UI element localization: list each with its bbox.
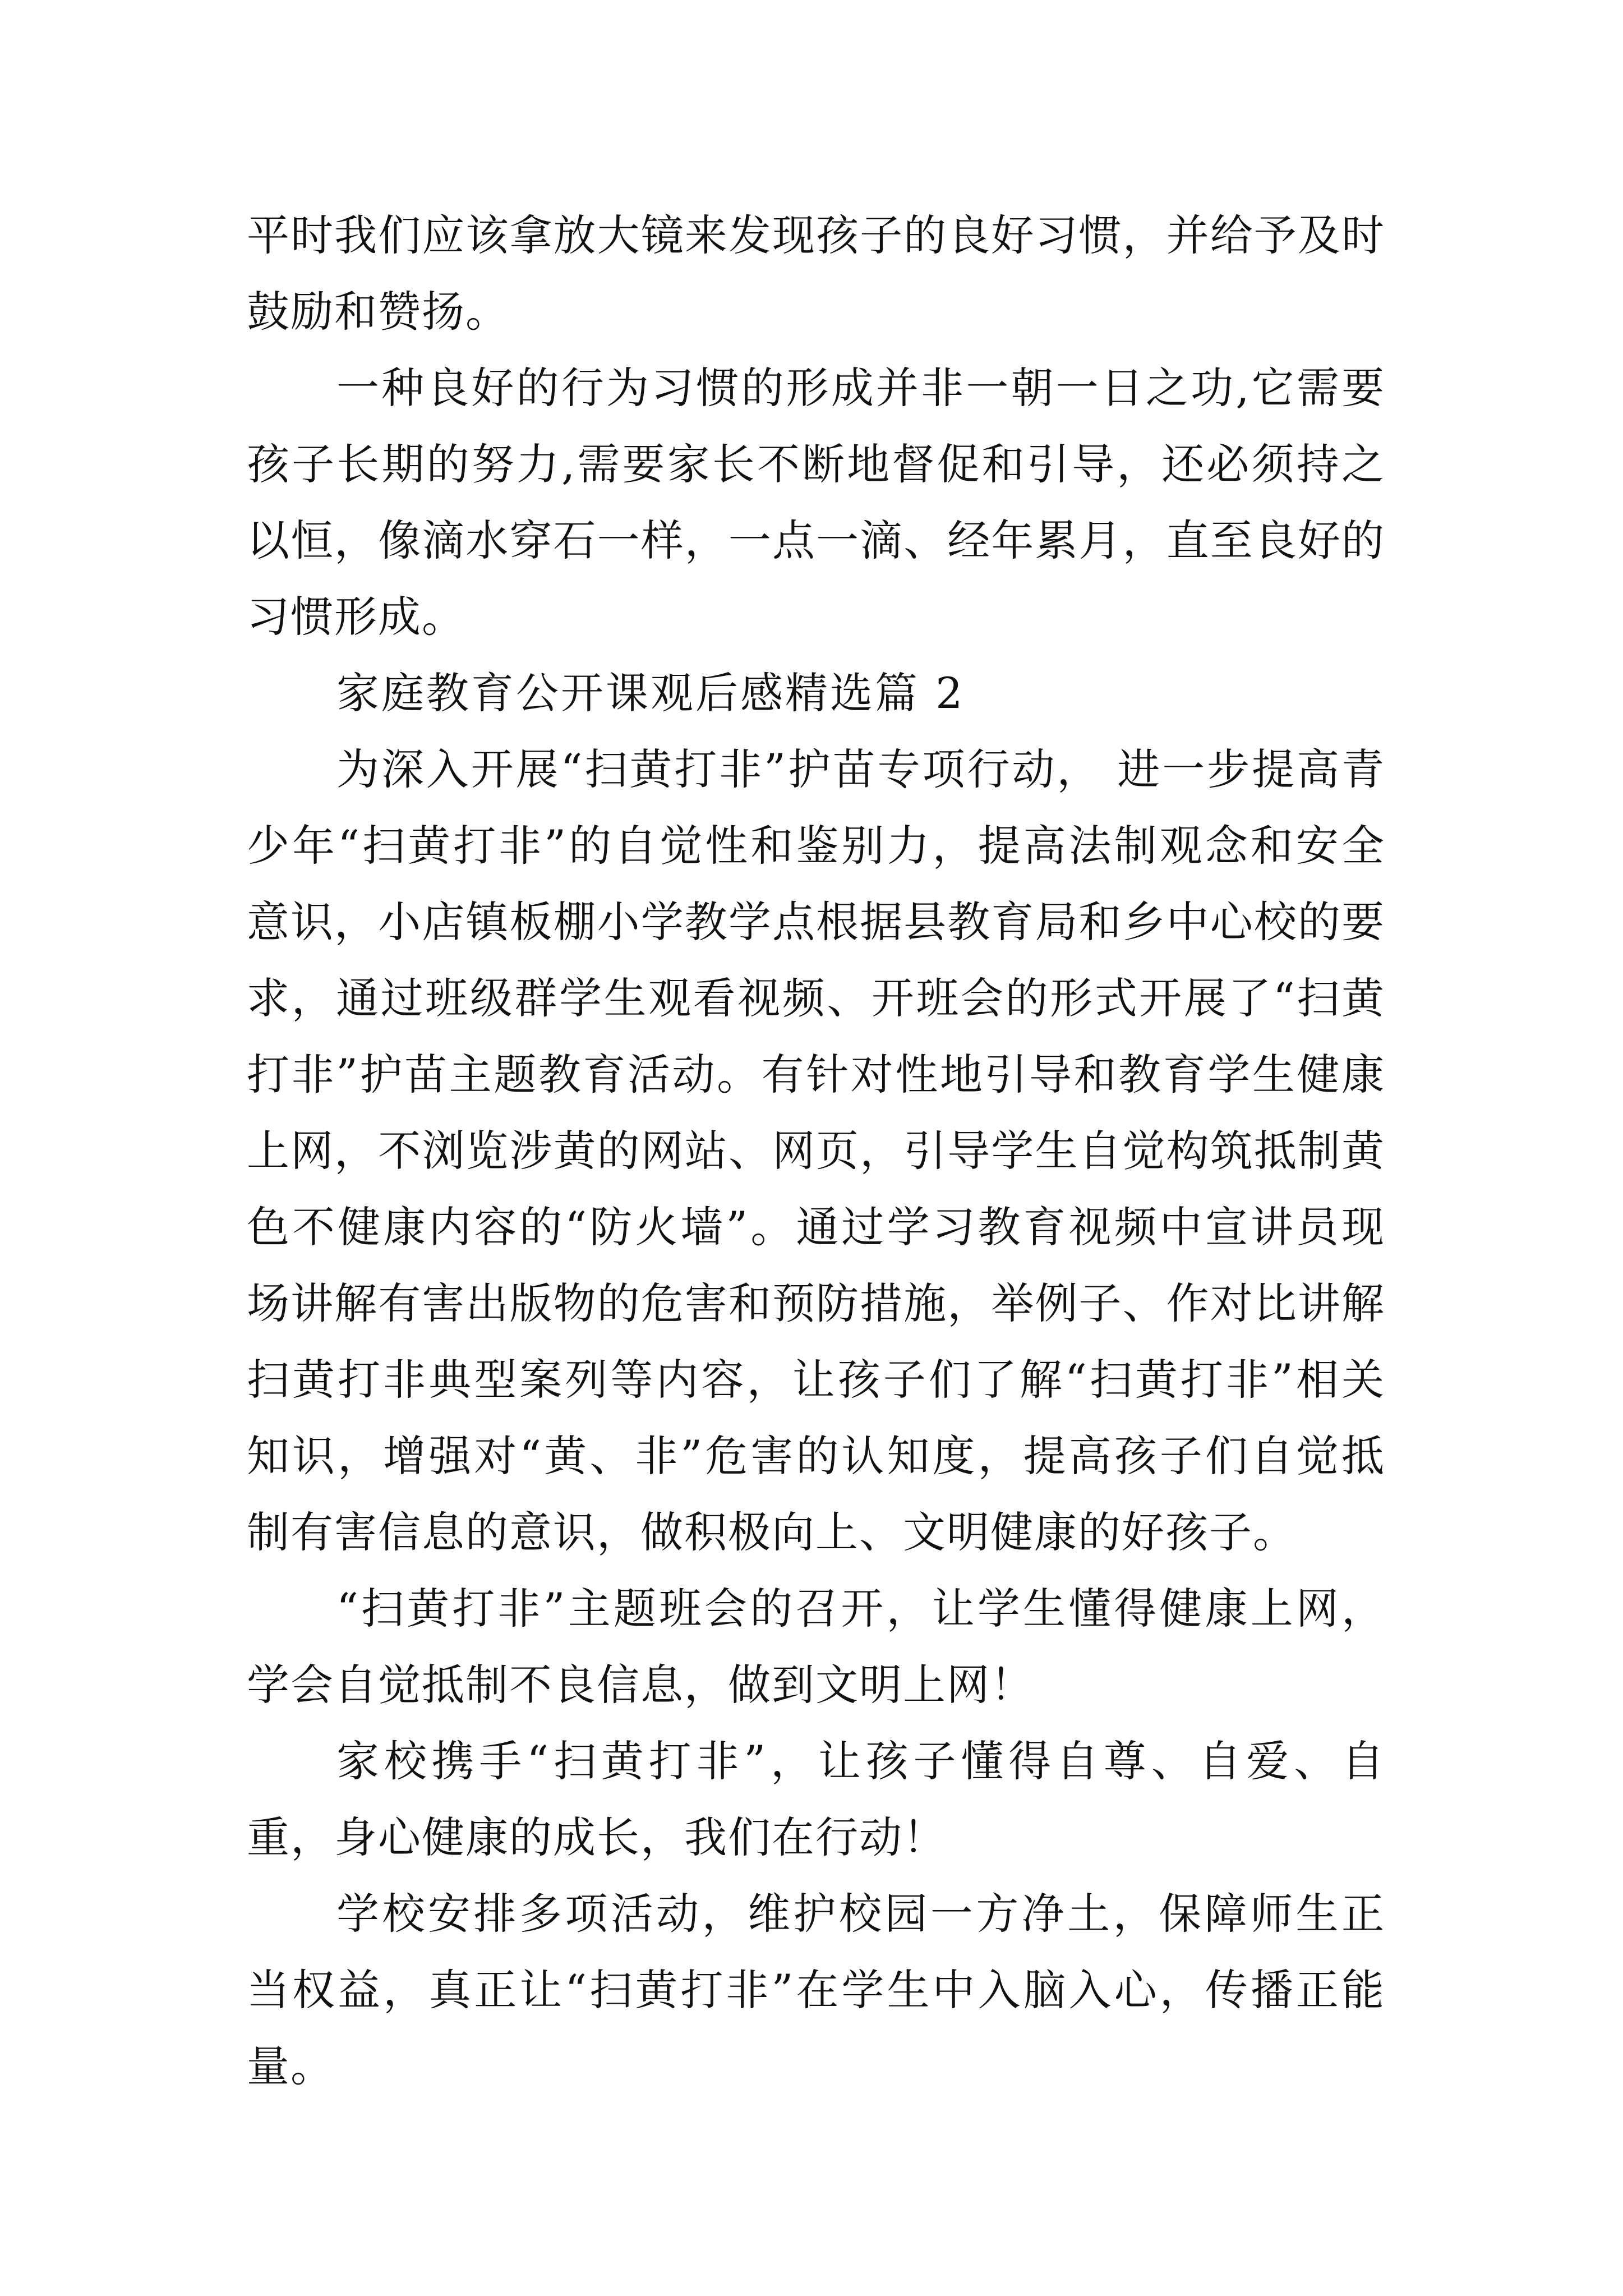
section-heading: 家庭教育公开课观后感精选篇 2 xyxy=(336,668,965,718)
paragraph: “扫黄打非”主题班会的召开，让学生懂得健康上网，学会自觉抵制不良信息，做到文明上网！ xyxy=(247,1584,1385,1710)
paragraph: 为深入开展“扫黄打非”护苗专项行动， 进一步提高青少年“扫黄打非”的自觉性和鉴别力，提高法制观念和安全意识，小店镇板棚小学教学点根据县教育局和乡中心校的要求，通过班级群学生观看视频、开班会的形式开展了“扫黄打非”护苗主题教育活动。有针对性地引导和教育学生健康上网，不浏览涉黄的网站、网页，引导学生自觉构筑抵制黄色不健康内容的“防火墙”。通过学习教育视频中宣讲员现场讲解有害出版物的危害和预防措施，举例子、作对比讲解扫黄打非典型案列等内容，让孩子们了解“扫黄打非”相关知识，增强对“黄、非”危害的认知度，提高孩子们自觉抵制有害信息的意识，做积极向上、文明健康的好孩子。 xyxy=(247,744,1385,1557)
paragraph: 平时我们应该拿放大镜来发现孩子的良好习惯，并给予及时鼓励和赞扬。 xyxy=(247,210,1385,337)
document-body xyxy=(247,197,1385,2105)
paragraph: 家校携手“扫黄打非”，让孩子懂得自尊、自爱、自重，身心健康的成长，我们在行动！ xyxy=(247,1736,1385,1862)
paragraph: 一种良好的行为习惯的形成并非一朝一日之功,它需要孩子长期的努力,需要家长不断地督促和引导，还必须持之以恒，像滴水穿石一样，一点一滴、经年累月，直至良好的习惯形成。 xyxy=(247,363,1385,642)
paragraph: 学校安排多项活动，维护校园一方净土，保障师生正当权益，真正让“扫黄打非”在学生中入脑入心，传播正能量。 xyxy=(247,1889,1385,2091)
